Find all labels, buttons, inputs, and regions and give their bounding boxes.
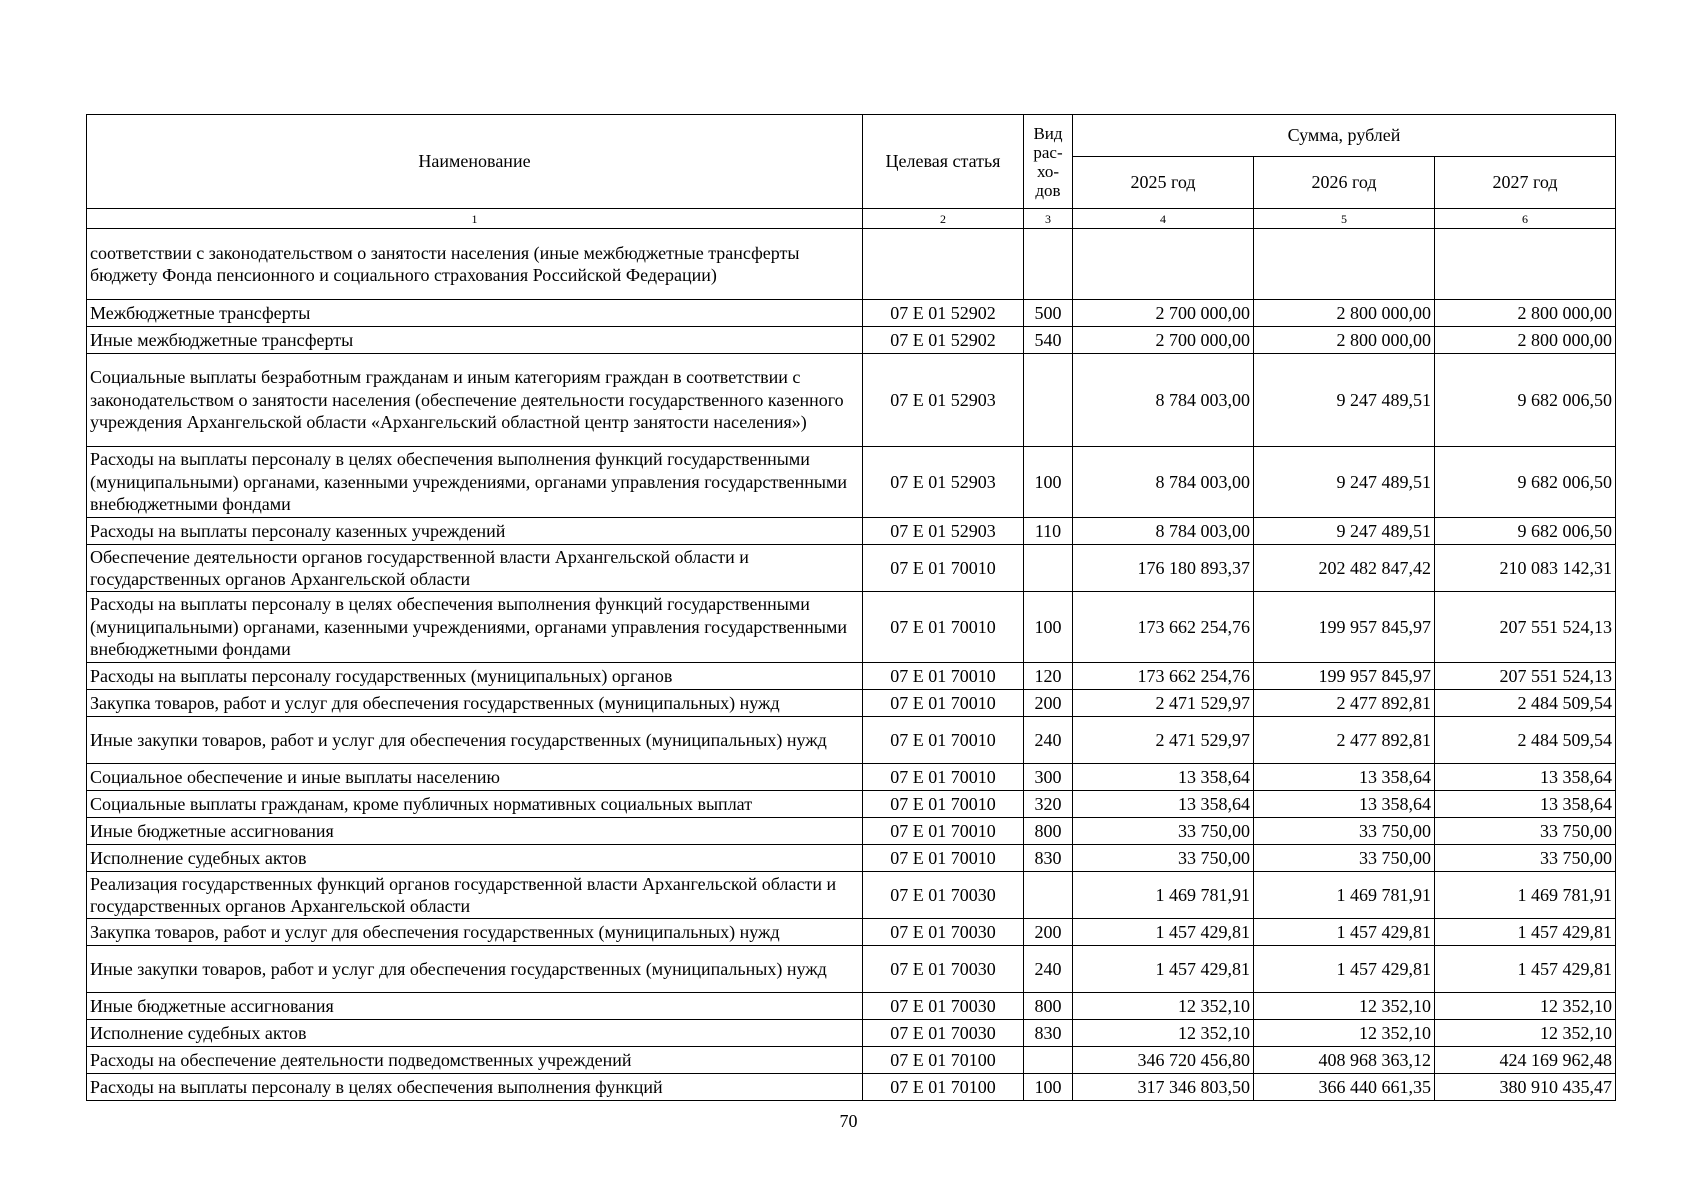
table-row: [87, 545, 1616, 592]
row-name: Расходы на выплаты персоналу казенных учреждений: [87, 518, 863, 545]
row-expense-type: 120: [1024, 663, 1073, 690]
row-amount-2025: 173 662 254,76: [1073, 592, 1254, 663]
row-amount-2027: 13 358,64: [1435, 791, 1616, 818]
column-number-6: 6: [1435, 209, 1616, 229]
table-row: [87, 919, 1616, 946]
row-amount-2026: 199 957 845,97: [1254, 592, 1435, 663]
row-name: Исполнение судебных актов: [87, 845, 863, 872]
row-expense-type: 100: [1024, 1074, 1073, 1101]
row-amount-2027: 12 352,10: [1435, 1020, 1616, 1047]
table-row: [87, 663, 1616, 690]
row-amount-2026: 9 247 489,51: [1254, 354, 1435, 447]
row-name: Расходы на выплаты персоналу в целях обеспечения выполнения функций: [87, 1074, 863, 1101]
row-amount-2026: 1 457 429,81: [1254, 919, 1435, 946]
row-amount-2026: 9 247 489,51: [1254, 518, 1435, 545]
row-expense-type: 240: [1024, 717, 1073, 764]
row-amount-2025: 13 358,64: [1073, 764, 1254, 791]
table-row: [87, 791, 1616, 818]
row-expense-type: 100: [1024, 447, 1073, 518]
row-amount-2025: 12 352,10: [1073, 1020, 1254, 1047]
row-target-article: [863, 229, 1024, 300]
row-amount-2026: [1254, 229, 1435, 300]
row-amount-2025: 1 457 429,81: [1073, 946, 1254, 993]
header-target-article: Целевая статья: [863, 115, 1024, 209]
row-amount-2027: 424 169 962,48: [1435, 1047, 1616, 1074]
row-amount-2027: 1 457 429,81: [1435, 919, 1616, 946]
row-amount-2027: 33 750,00: [1435, 845, 1616, 872]
row-name: Иные закупки товаров, работ и услуг для обеспечения государственных (муниципальных) нужд: [87, 717, 863, 764]
row-amount-2027: 2 484 509,54: [1435, 717, 1616, 764]
row-target-article: 07 Е 01 70010: [863, 818, 1024, 845]
row-expense-type: 830: [1024, 845, 1073, 872]
column-number-5: 5: [1254, 209, 1435, 229]
row-amount-2025: 33 750,00: [1073, 818, 1254, 845]
row-amount-2027: 12 352,10: [1435, 993, 1616, 1020]
row-target-article: 07 Е 01 70010: [863, 764, 1024, 791]
header-year-2027: 2027 год: [1435, 157, 1616, 209]
row-target-article: 07 Е 01 70030: [863, 919, 1024, 946]
row-expense-type: 540: [1024, 327, 1073, 354]
row-amount-2025: 2 471 529,97: [1073, 717, 1254, 764]
row-amount-2026: 9 247 489,51: [1254, 447, 1435, 518]
row-name: Иные бюджетные ассигнования: [87, 993, 863, 1020]
table-row: [87, 993, 1616, 1020]
table-row: [87, 1020, 1616, 1047]
row-name: Расходы на выплаты персоналу государственных (муниципальных) органов: [87, 663, 863, 690]
row-target-article: 07 Е 01 70010: [863, 592, 1024, 663]
row-name: Исполнение судебных актов: [87, 1020, 863, 1047]
row-amount-2026: 408 968 363,12: [1254, 1047, 1435, 1074]
column-number-3: 3: [1024, 209, 1073, 229]
page-number: 70: [839, 1111, 858, 1131]
row-name: Расходы на выплаты персоналу в целях обеспечения выполнения функций государственными (муниципальными) органами, казенными учреждениями, органами управления государственными внебюджетными фондами: [87, 592, 863, 663]
row-amount-2025: 2 471 529,97: [1073, 690, 1254, 717]
table-row: [87, 818, 1616, 845]
row-amount-2026: 13 358,64: [1254, 791, 1435, 818]
row-target-article: 07 Е 01 70010: [863, 845, 1024, 872]
table-row: [87, 1047, 1616, 1074]
row-name: соответствии с законодательством о занятости населения (иные межбюджетные трансферты бюджету Фонда пенсионного и социального страхования Российской Федерации): [87, 229, 863, 300]
row-amount-2027: 13 358,64: [1435, 764, 1616, 791]
row-amount-2027: 2 800 000,00: [1435, 327, 1616, 354]
row-amount-2025: [1073, 229, 1254, 300]
row-target-article: 07 Е 01 70030: [863, 993, 1024, 1020]
header-expense-type: Вид рас-хо-дов: [1024, 115, 1073, 209]
row-expense-type: 240: [1024, 946, 1073, 993]
row-amount-2025: 346 720 456,80: [1073, 1047, 1254, 1074]
row-target-article: 07 Е 01 70100: [863, 1074, 1024, 1101]
row-amount-2026: 33 750,00: [1254, 845, 1435, 872]
row-name: Социальные выплаты гражданам, кроме публичных нормативных социальных выплат: [87, 791, 863, 818]
row-amount-2026: 199 957 845,97: [1254, 663, 1435, 690]
row-amount-2025: 8 784 003,00: [1073, 354, 1254, 447]
row-name: Расходы на выплаты персоналу в целях обеспечения выполнения функций государственными (муниципальными) органами, казенными учреждениями, органами управления государственными внебюджетными фондами: [87, 447, 863, 518]
row-target-article: 07 Е 01 52902: [863, 327, 1024, 354]
row-expense-type: 110: [1024, 518, 1073, 545]
row-amount-2027: 2 800 000,00: [1435, 300, 1616, 327]
row-amount-2026: 1 469 781,91: [1254, 872, 1435, 919]
row-target-article: 07 Е 01 70010: [863, 717, 1024, 764]
row-amount-2026: 13 358,64: [1254, 764, 1435, 791]
table-row: [87, 717, 1616, 764]
row-target-article: 07 Е 01 70030: [863, 946, 1024, 993]
row-amount-2027: 1 457 429,81: [1435, 946, 1616, 993]
row-amount-2027: 210 083 142,31: [1435, 545, 1616, 592]
row-target-article: 07 Е 01 70010: [863, 545, 1024, 592]
row-amount-2025: 12 352,10: [1073, 993, 1254, 1020]
row-target-article: 07 Е 01 52903: [863, 447, 1024, 518]
row-target-article: 07 Е 01 52903: [863, 518, 1024, 545]
table-row: [87, 946, 1616, 993]
row-name: Обеспечение деятельности органов государственной власти Архангельской области и государственных органов Архангельской области: [87, 545, 863, 592]
row-expense-type: 830: [1024, 1020, 1073, 1047]
row-expense-type: 100: [1024, 592, 1073, 663]
table-row: [87, 354, 1616, 447]
row-amount-2027: 9 682 006,50: [1435, 354, 1616, 447]
row-amount-2025: 13 358,64: [1073, 791, 1254, 818]
row-amount-2027: 9 682 006,50: [1435, 518, 1616, 545]
row-amount-2025: 173 662 254,76: [1073, 663, 1254, 690]
row-expense-type: 800: [1024, 818, 1073, 845]
row-target-article: 07 Е 01 52902: [863, 300, 1024, 327]
row-expense-type: [1024, 872, 1073, 919]
column-number-4: 4: [1073, 209, 1254, 229]
row-name: Закупка товаров, работ и услуг для обеспечения государственных (муниципальных) нужд: [87, 919, 863, 946]
row-name: Закупка товаров, работ и услуг для обеспечения государственных (муниципальных) нужд: [87, 690, 863, 717]
row-amount-2027: 380 910 435,47: [1435, 1074, 1616, 1101]
table-row: [87, 518, 1616, 545]
row-amount-2025: 33 750,00: [1073, 845, 1254, 872]
row-amount-2027: 2 484 509,54: [1435, 690, 1616, 717]
row-target-article: 07 Е 01 70010: [863, 690, 1024, 717]
header-year-2025: 2025 год: [1073, 157, 1254, 209]
column-number-2: 2: [863, 209, 1024, 229]
row-target-article: 07 Е 01 70010: [863, 663, 1024, 690]
row-target-article: 07 Е 01 70030: [863, 872, 1024, 919]
row-name: Иные бюджетные ассигнования: [87, 818, 863, 845]
row-expense-type: 300: [1024, 764, 1073, 791]
table-row: [87, 845, 1616, 872]
table-row: [87, 764, 1616, 791]
row-amount-2026: 1 457 429,81: [1254, 946, 1435, 993]
row-name: Иные закупки товаров, работ и услуг для обеспечения государственных (муниципальных) нужд: [87, 946, 863, 993]
row-amount-2025: 8 784 003,00: [1073, 447, 1254, 518]
header-sum: Сумма, рублей: [1073, 115, 1616, 157]
row-amount-2026: 202 482 847,42: [1254, 545, 1435, 592]
row-target-article: 07 Е 01 70030: [863, 1020, 1024, 1047]
table-row: [87, 872, 1616, 919]
row-target-article: 07 Е 01 70100: [863, 1047, 1024, 1074]
row-expense-type: 200: [1024, 690, 1073, 717]
row-expense-type: [1024, 545, 1073, 592]
table-row: [87, 229, 1616, 300]
row-amount-2025: 1 469 781,91: [1073, 872, 1254, 919]
row-expense-type: 500: [1024, 300, 1073, 327]
table-row: [87, 327, 1616, 354]
row-expense-type: 800: [1024, 993, 1073, 1020]
row-target-article: 07 Е 01 52903: [863, 354, 1024, 447]
table-row: [87, 300, 1616, 327]
row-amount-2025: 8 784 003,00: [1073, 518, 1254, 545]
header-year-2026: 2026 год: [1254, 157, 1435, 209]
table-row: [87, 690, 1616, 717]
row-amount-2027: 207 551 524,13: [1435, 663, 1616, 690]
row-expense-type: [1024, 229, 1073, 300]
row-amount-2026: 2 477 892,81: [1254, 690, 1435, 717]
row-amount-2026: 2 800 000,00: [1254, 327, 1435, 354]
row-name: Социальные выплаты безработным гражданам и иным категориям граждан в соответствии с законодательством о занятости населения (обеспечение деятельности государственного казенного учреждения Архангельской области «Архангельский областной центр занятости населения»): [87, 354, 863, 447]
column-number-1: 1: [87, 209, 863, 229]
row-amount-2026: 366 440 661,35: [1254, 1074, 1435, 1101]
header-name: Наименование: [87, 115, 863, 209]
row-amount-2025: 2 700 000,00: [1073, 327, 1254, 354]
row-name: Реализация государственных функций органов государственной власти Архангельской области и государственных органов Архангельской области: [87, 872, 863, 919]
row-name: Расходы на обеспечение деятельности подведомственных учреждений: [87, 1047, 863, 1074]
table-row: [87, 1074, 1616, 1101]
table-row: [87, 592, 1616, 663]
row-amount-2025: 1 457 429,81: [1073, 919, 1254, 946]
row-expense-type: 320: [1024, 791, 1073, 818]
row-amount-2027: [1435, 229, 1616, 300]
row-amount-2026: 33 750,00: [1254, 818, 1435, 845]
row-amount-2026: 2 477 892,81: [1254, 717, 1435, 764]
row-name: Иные межбюджетные трансферты: [87, 327, 863, 354]
row-name: Межбюджетные трансферты: [87, 300, 863, 327]
table-row: [87, 447, 1616, 518]
row-amount-2027: 33 750,00: [1435, 818, 1616, 845]
row-expense-type: 200: [1024, 919, 1073, 946]
row-expense-type: [1024, 1047, 1073, 1074]
row-amount-2026: 12 352,10: [1254, 1020, 1435, 1047]
row-amount-2025: 317 346 803,50: [1073, 1074, 1254, 1101]
row-amount-2025: 176 180 893,37: [1073, 545, 1254, 592]
row-amount-2026: 2 800 000,00: [1254, 300, 1435, 327]
row-amount-2027: 207 551 524,13: [1435, 592, 1616, 663]
row-expense-type: [1024, 354, 1073, 447]
row-name: Социальное обеспечение и иные выплаты населению: [87, 764, 863, 791]
row-amount-2027: 9 682 006,50: [1435, 447, 1616, 518]
row-amount-2025: 2 700 000,00: [1073, 300, 1254, 327]
row-amount-2027: 1 469 781,91: [1435, 872, 1616, 919]
row-amount-2026: 12 352,10: [1254, 993, 1435, 1020]
row-target-article: 07 Е 01 70010: [863, 791, 1024, 818]
budget-table: [86, 114, 1616, 1101]
